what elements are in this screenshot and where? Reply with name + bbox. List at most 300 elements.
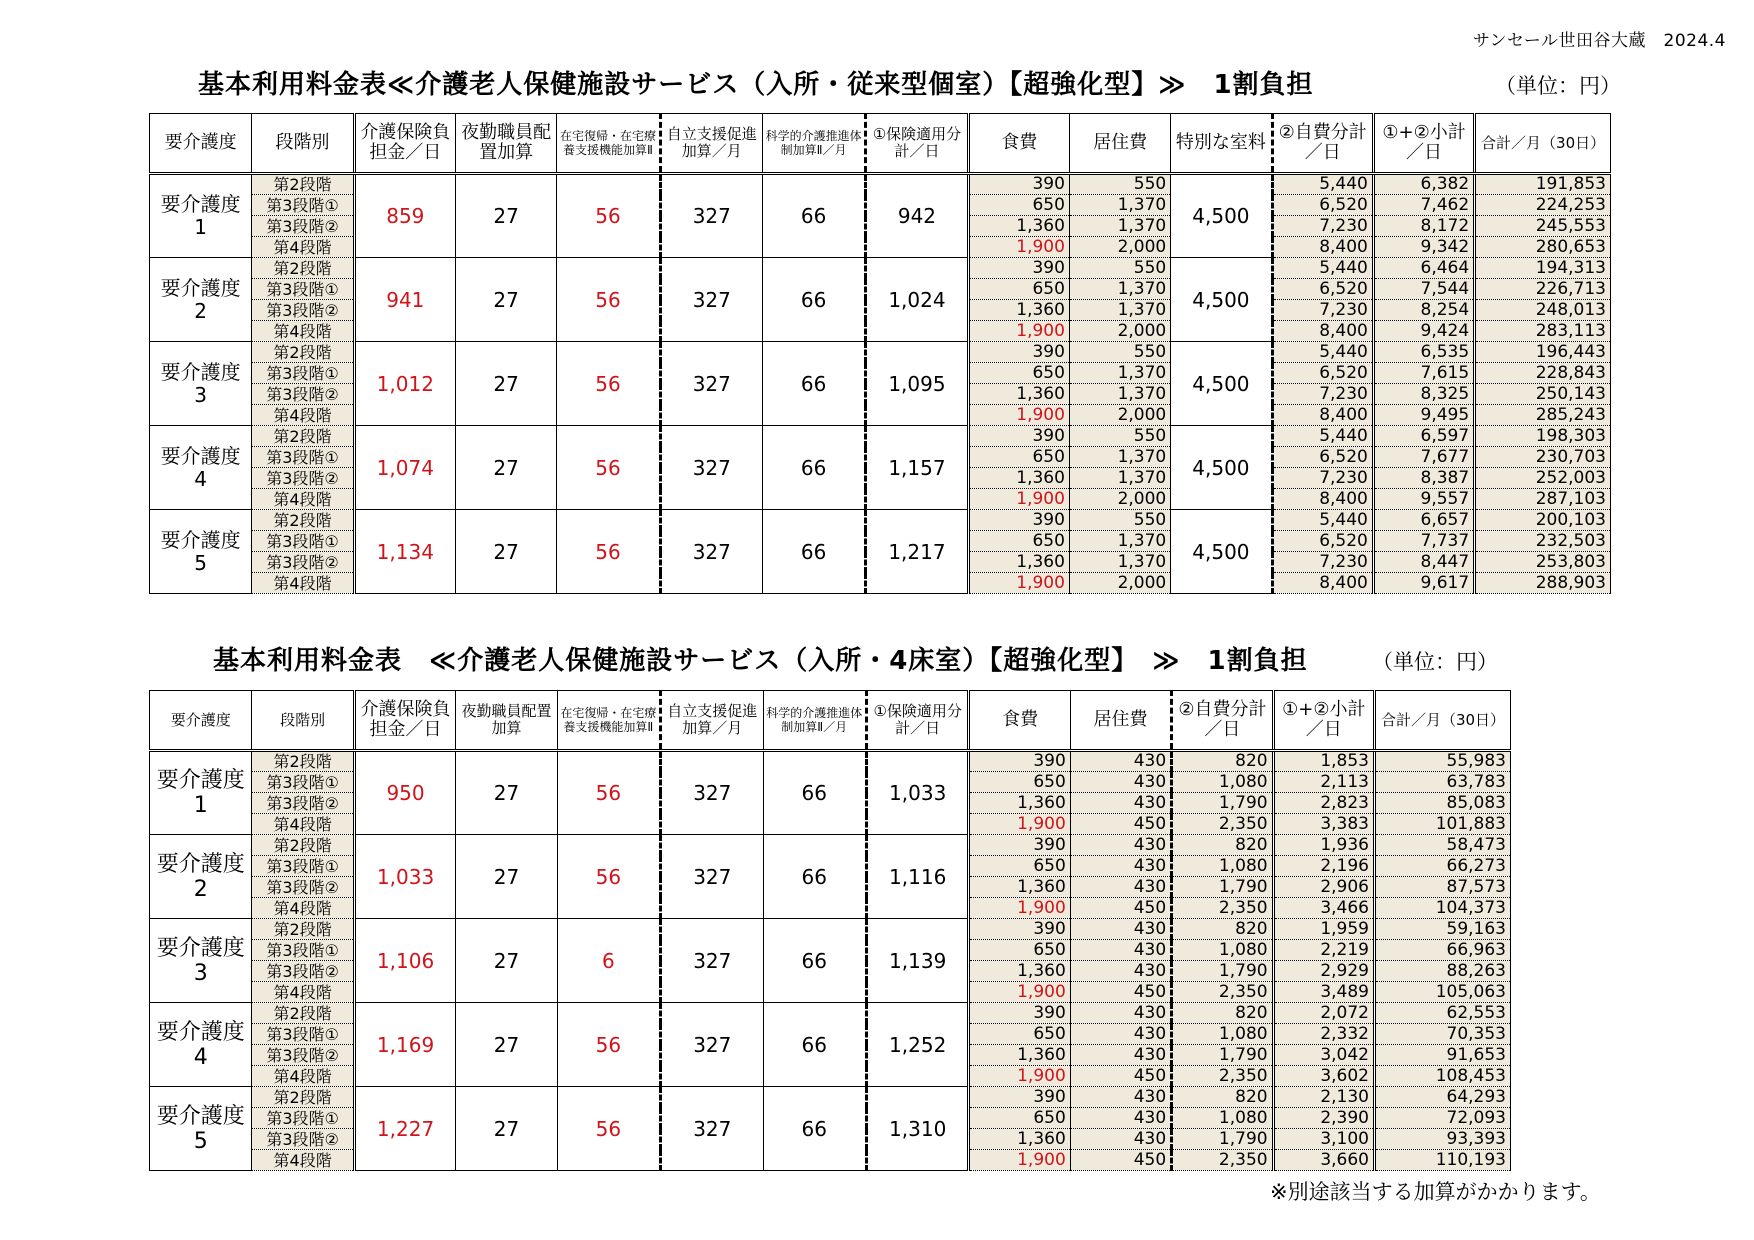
night-staff-addition: 27	[456, 1003, 557, 1087]
residence-cost: 550	[1069, 258, 1170, 279]
stage-label: 第4段階	[252, 573, 354, 594]
subtotal-daily: 3,489	[1273, 982, 1374, 1003]
header-meal: 食費	[968, 114, 1069, 174]
subtotal-daily: 9,617	[1373, 573, 1474, 594]
residence-cost: 430	[1070, 940, 1171, 961]
residence-cost: 430	[1070, 835, 1171, 856]
insurance-total: 1,310	[866, 1087, 968, 1171]
meal-cost: 650	[969, 940, 1070, 961]
care-level-number: 2	[193, 876, 208, 902]
self-pay-total: 5,440	[1272, 258, 1373, 279]
special-room-fee: 4,500	[1171, 258, 1272, 342]
monthly-total: 108,453	[1375, 1066, 1511, 1087]
residence-cost: 1,370	[1069, 531, 1170, 552]
meal-cost: 650	[969, 856, 1070, 877]
scientific-care-addition: 66	[763, 1087, 866, 1171]
insurance-total: 1,095	[866, 342, 968, 426]
independence-addition: 327	[661, 919, 763, 1003]
residence-cost: 1,370	[1069, 468, 1170, 489]
table2-title: 基本利用料金表 ≪介護老人保健施設サービス（入所・4床室）【超強化型】 ≫ 1割負担	[213, 646, 1308, 676]
header-independence: 自立支援促進加算／月	[660, 114, 762, 174]
header-residence: 居住費	[1070, 691, 1171, 751]
header-meal: 食費	[969, 691, 1070, 751]
independence-addition: 327	[660, 258, 762, 342]
monthly-total: 110,193	[1375, 1150, 1511, 1171]
header-stage: 段階別	[252, 114, 354, 174]
insurance-daily: 941	[354, 258, 455, 342]
subtotal-daily: 8,254	[1373, 300, 1474, 321]
night-staff-addition: 27	[455, 342, 556, 426]
care-level-label: 要介護度	[156, 768, 245, 793]
residence-cost: 430	[1070, 1108, 1171, 1129]
meal-cost: 390	[969, 751, 1070, 772]
header-insurance-total: ①保険適用分計／日	[866, 691, 968, 751]
self-pay-total: 820	[1172, 919, 1273, 940]
insurance-daily: 859	[354, 174, 455, 258]
self-pay-total: 6,520	[1272, 279, 1373, 300]
meal-cost: 1,360	[969, 961, 1070, 982]
stage-label: 第3段階②	[252, 384, 354, 405]
subtotal-daily: 6,382	[1373, 174, 1474, 195]
monthly-total: 191,853	[1475, 174, 1611, 195]
self-pay-total: 820	[1172, 751, 1273, 772]
residence-cost: 2,000	[1069, 405, 1170, 426]
meal-cost: 390	[969, 1087, 1070, 1108]
table-row	[150, 174, 1611, 195]
stage-label: 第3段階②	[252, 877, 354, 898]
stage-label: 第2段階	[252, 835, 354, 856]
residence-cost: 550	[1069, 426, 1170, 447]
residence-cost: 1,370	[1069, 300, 1170, 321]
meal-cost: 1,900	[969, 898, 1070, 919]
independence-addition: 327	[660, 342, 762, 426]
care-level	[150, 426, 252, 510]
meal-cost: 1,900	[968, 489, 1069, 510]
header-night-staff: 夜勤職員配置加算	[456, 691, 557, 751]
insurance-total: 1,116	[866, 835, 968, 919]
monthly-total: 248,013	[1475, 300, 1611, 321]
stage-label: 第3段階②	[252, 552, 354, 573]
meal-cost: 390	[968, 426, 1069, 447]
monthly-total: 63,783	[1375, 772, 1511, 793]
self-pay-total: 8,400	[1272, 405, 1373, 426]
residence-cost: 430	[1070, 1045, 1171, 1066]
subtotal-daily: 9,495	[1373, 405, 1474, 426]
care-level-number: 3	[194, 382, 208, 407]
monthly-total: 59,163	[1375, 919, 1511, 940]
insurance-total: 1,217	[866, 510, 968, 594]
self-pay-total: 1,790	[1172, 793, 1273, 814]
night-staff-addition: 27	[455, 258, 556, 342]
subtotal-daily: 3,466	[1273, 898, 1374, 919]
monthly-total: 72,093	[1375, 1108, 1511, 1129]
night-staff-addition: 27	[455, 426, 556, 510]
stage-label: 第3段階②	[252, 468, 354, 489]
header-insurance-total: ①保険適用分計／日	[866, 114, 968, 174]
monthly-total: 252,003	[1475, 468, 1611, 489]
special-room-fee: 4,500	[1171, 510, 1272, 594]
residence-cost: 450	[1070, 1066, 1171, 1087]
residence-cost: 450	[1070, 814, 1171, 835]
self-pay-total: 8,400	[1272, 573, 1373, 594]
subtotal-daily: 3,602	[1273, 1066, 1374, 1087]
self-pay-total: 2,350	[1172, 814, 1273, 835]
subtotal-daily: 8,387	[1373, 468, 1474, 489]
subtotal-daily: 2,130	[1273, 1087, 1374, 1108]
stage-label: 第2段階	[252, 258, 354, 279]
care-level	[150, 1087, 252, 1171]
home-return-addition: 6	[557, 919, 660, 1003]
stage-label: 第3段階①	[252, 363, 354, 384]
self-pay-total: 1,080	[1172, 1024, 1273, 1045]
meal-cost: 1,900	[969, 982, 1070, 1003]
care-level	[150, 510, 252, 594]
residence-cost: 1,370	[1069, 552, 1170, 573]
special-room-fee: 4,500	[1171, 426, 1272, 510]
home-return-addition: 56	[557, 1087, 660, 1171]
subtotal-daily: 7,462	[1373, 195, 1474, 216]
subtotal-daily: 2,072	[1273, 1003, 1374, 1024]
night-staff-addition: 27	[455, 174, 556, 258]
header-insurance: 介護保険負担金／日	[354, 691, 455, 751]
self-pay-total: 820	[1172, 1003, 1273, 1024]
monthly-total: 88,263	[1375, 961, 1511, 982]
stage-label: 第4段階	[252, 1150, 354, 1171]
stage-label: 第3段階②	[252, 793, 354, 814]
home-return-addition: 56	[557, 751, 660, 835]
monthly-total: 198,303	[1475, 426, 1611, 447]
scientific-care-addition: 66	[762, 510, 865, 594]
self-pay-total: 7,230	[1272, 384, 1373, 405]
stage-label: 第3段階②	[252, 1129, 354, 1150]
self-pay-total: 1,080	[1172, 1108, 1273, 1129]
scientific-care-addition: 66	[763, 835, 866, 919]
self-pay-total: 1,080	[1172, 772, 1273, 793]
stage-label: 第3段階①	[252, 1108, 354, 1129]
meal-cost: 390	[969, 835, 1070, 856]
monthly-total: 232,503	[1475, 531, 1611, 552]
monthly-total: 93,393	[1375, 1129, 1511, 1150]
monthly-total: 226,713	[1475, 279, 1611, 300]
meal-cost: 1,360	[968, 384, 1069, 405]
self-pay-total: 820	[1172, 1087, 1273, 1108]
meal-cost: 1,360	[969, 1045, 1070, 1066]
meal-cost: 390	[968, 258, 1069, 279]
meal-cost: 650	[968, 531, 1069, 552]
residence-cost: 430	[1070, 856, 1171, 877]
meal-cost: 650	[968, 195, 1069, 216]
meal-cost: 1,360	[969, 1129, 1070, 1150]
residence-cost: 550	[1069, 342, 1170, 363]
insurance-daily: 950	[354, 751, 455, 835]
subtotal-daily: 8,447	[1373, 552, 1474, 573]
fee-table-private-room	[149, 113, 1611, 594]
meal-cost: 1,360	[969, 877, 1070, 898]
subtotal-daily: 8,325	[1373, 384, 1474, 405]
monthly-total: 85,083	[1375, 793, 1511, 814]
header-subtotal: ①+②小計／日	[1373, 114, 1474, 174]
stage-label: 第3段階②	[252, 216, 354, 237]
residence-cost: 550	[1069, 174, 1170, 195]
self-pay-total: 1,790	[1172, 1045, 1273, 1066]
care-level	[150, 835, 252, 919]
stage-label: 第2段階	[252, 919, 354, 940]
monthly-total: 228,843	[1475, 363, 1611, 384]
self-pay-total: 8,400	[1272, 237, 1373, 258]
subtotal-daily: 8,172	[1373, 216, 1474, 237]
subtotal-daily: 6,597	[1373, 426, 1474, 447]
independence-addition: 327	[661, 751, 763, 835]
stage-label: 第2段階	[252, 342, 354, 363]
scientific-care-addition: 66	[763, 1003, 866, 1087]
residence-cost: 1,370	[1069, 447, 1170, 468]
care-level	[150, 258, 252, 342]
meal-cost: 1,900	[968, 321, 1069, 342]
stage-label: 第4段階	[252, 982, 354, 1003]
care-level-number: 3	[193, 960, 208, 986]
insurance-total: 1,157	[866, 426, 968, 510]
meal-cost: 650	[968, 279, 1069, 300]
meal-cost: 650	[969, 1024, 1070, 1045]
self-pay-total: 6,520	[1272, 447, 1373, 468]
meal-cost: 1,360	[968, 468, 1069, 489]
meal-cost: 1,900	[968, 237, 1069, 258]
meal-cost: 1,360	[969, 793, 1070, 814]
monthly-total: 91,653	[1375, 1045, 1511, 1066]
care-level-label: 要介護度	[160, 192, 241, 216]
header-independence: 自立支援促進加算／月	[661, 691, 763, 751]
monthly-total: 245,553	[1475, 216, 1611, 237]
residence-cost: 2,000	[1069, 489, 1170, 510]
monthly-total: 70,353	[1375, 1024, 1511, 1045]
stage-label: 第3段階①	[252, 279, 354, 300]
residence-cost: 1,370	[1069, 195, 1170, 216]
residence-cost: 550	[1069, 510, 1170, 531]
monthly-total: 200,103	[1475, 510, 1611, 531]
header-scientific-care: 科学的介護推進体制加算Ⅱ／月	[762, 114, 865, 174]
independence-addition: 327	[661, 835, 763, 919]
subtotal-daily: 1,936	[1273, 835, 1374, 856]
header-stage: 段階別	[252, 691, 354, 751]
table-row	[150, 510, 1611, 531]
insurance-daily: 1,169	[354, 1003, 455, 1087]
stage-label: 第4段階	[252, 237, 354, 258]
subtotal-daily: 3,660	[1273, 1150, 1374, 1171]
subtotal-daily: 2,196	[1273, 856, 1374, 877]
meal-cost: 650	[969, 1108, 1070, 1129]
self-pay-total: 5,440	[1272, 426, 1373, 447]
stage-label: 第2段階	[252, 751, 354, 772]
footer-note: ※別途該当する加算がかかります。	[1270, 1180, 1601, 1204]
care-level-number: 1	[193, 793, 208, 818]
self-pay-total: 6,520	[1272, 531, 1373, 552]
subtotal-daily: 6,535	[1373, 342, 1474, 363]
insurance-daily: 1,134	[354, 510, 455, 594]
stage-label: 第3段階①	[252, 447, 354, 468]
fee-table-four-bed-room	[149, 690, 1511, 1171]
meal-cost: 390	[968, 342, 1069, 363]
header-self-pay: ②自費分計／日	[1172, 691, 1273, 751]
special-room-fee: 4,500	[1171, 174, 1272, 258]
facility-date: サンセール世田谷大蔵 2024.4	[1472, 31, 1726, 51]
self-pay-total: 1,080	[1172, 856, 1273, 877]
independence-addition: 327	[661, 1003, 763, 1087]
subtotal-daily: 7,615	[1373, 363, 1474, 384]
residence-cost: 2,000	[1069, 237, 1170, 258]
residence-cost: 1,370	[1069, 384, 1170, 405]
stage-label: 第4段階	[252, 489, 354, 510]
care-level-label: 要介護度	[160, 527, 241, 552]
stage-label: 第2段階	[252, 426, 354, 447]
special-room-fee: 4,500	[1171, 342, 1272, 426]
residence-cost: 2,000	[1069, 573, 1170, 594]
stage-label: 第4段階	[252, 898, 354, 919]
home-return-addition: 56	[557, 1003, 660, 1087]
self-pay-total: 7,230	[1272, 552, 1373, 573]
stage-label: 第2段階	[252, 1087, 354, 1108]
independence-addition: 327	[660, 510, 762, 594]
subtotal-daily: 1,853	[1273, 751, 1374, 772]
monthly-total: 224,253	[1475, 195, 1611, 216]
home-return-addition: 56	[557, 174, 660, 258]
insurance-total: 1,252	[866, 1003, 968, 1087]
stage-label: 第3段階①	[252, 940, 354, 961]
self-pay-total: 6,520	[1272, 195, 1373, 216]
home-return-addition: 56	[557, 835, 660, 919]
care-level	[150, 342, 252, 426]
meal-cost: 650	[969, 772, 1070, 793]
self-pay-total: 2,350	[1172, 1066, 1273, 1087]
night-staff-addition: 27	[456, 1087, 557, 1171]
header-subtotal: ①+②小計／日	[1273, 691, 1374, 751]
residence-cost: 430	[1070, 751, 1171, 772]
header-insurance: 介護保険負担金／日	[354, 114, 455, 174]
residence-cost: 450	[1070, 898, 1171, 919]
self-pay-total: 1,790	[1172, 1129, 1273, 1150]
meal-cost: 390	[968, 174, 1069, 195]
subtotal-daily: 7,737	[1373, 531, 1474, 552]
subtotal-daily: 2,332	[1273, 1024, 1374, 1045]
self-pay-total: 8,400	[1272, 321, 1373, 342]
scientific-care-addition: 66	[762, 174, 865, 258]
table-row	[150, 919, 1511, 940]
meal-cost: 390	[968, 510, 1069, 531]
subtotal-daily: 9,557	[1373, 489, 1474, 510]
self-pay-total: 7,230	[1272, 468, 1373, 489]
meal-cost: 1,900	[969, 1150, 1070, 1171]
monthly-total: 196,443	[1475, 342, 1611, 363]
table-row	[150, 835, 1511, 856]
monthly-total: 230,703	[1475, 447, 1611, 468]
table-row	[150, 751, 1511, 772]
independence-addition: 327	[661, 1087, 763, 1171]
meal-cost: 1,360	[968, 300, 1069, 321]
monthly-total: 280,653	[1475, 237, 1611, 258]
stage-label: 第3段階①	[252, 1024, 354, 1045]
subtotal-daily: 2,113	[1273, 772, 1374, 793]
self-pay-total: 7,230	[1272, 300, 1373, 321]
residence-cost: 430	[1070, 1087, 1171, 1108]
monthly-total: 253,803	[1475, 552, 1611, 573]
stage-label: 第4段階	[252, 1066, 354, 1087]
residence-cost: 1,370	[1069, 279, 1170, 300]
table-row	[150, 426, 1611, 447]
subtotal-daily: 3,383	[1273, 814, 1374, 835]
subtotal-daily: 9,342	[1373, 237, 1474, 258]
meal-cost: 1,900	[968, 405, 1069, 426]
subtotal-daily: 7,677	[1373, 447, 1474, 468]
insurance-daily: 1,106	[354, 919, 455, 1003]
insurance-daily: 1,227	[354, 1087, 455, 1171]
meal-cost: 1,900	[969, 1066, 1070, 1087]
care-level-number: 1	[194, 215, 208, 239]
night-staff-addition: 27	[456, 835, 557, 919]
care-level-label: 要介護度	[156, 1019, 245, 1045]
care-level	[150, 919, 252, 1003]
header-residence: 居住費	[1069, 114, 1170, 174]
stage-label: 第2段階	[252, 174, 354, 195]
self-pay-total: 8,400	[1272, 489, 1373, 510]
monthly-total: 104,373	[1375, 898, 1511, 919]
stage-label: 第3段階②	[252, 300, 354, 321]
subtotal-daily: 3,042	[1273, 1045, 1374, 1066]
care-level-number: 4	[193, 1044, 208, 1070]
care-level-number: 5	[194, 550, 208, 575]
self-pay-total: 5,440	[1272, 342, 1373, 363]
self-pay-total: 1,790	[1172, 877, 1273, 898]
self-pay-total: 7,230	[1272, 216, 1373, 237]
scientific-care-addition: 66	[762, 426, 865, 510]
subtotal-daily: 2,390	[1273, 1108, 1374, 1129]
stage-label: 第2段階	[252, 510, 354, 531]
independence-addition: 327	[660, 426, 762, 510]
care-level-label: 要介護度	[160, 359, 241, 384]
monthly-total: 105,063	[1375, 982, 1511, 1003]
table2-unit: （単位：円）	[1372, 650, 1498, 674]
subtotal-daily: 2,929	[1273, 961, 1374, 982]
care-level-number: 2	[194, 298, 208, 323]
stage-label: 第3段階①	[252, 531, 354, 552]
subtotal-daily: 6,657	[1373, 510, 1474, 531]
residence-cost: 430	[1070, 877, 1171, 898]
care-level-label: 要介護度	[156, 851, 245, 877]
home-return-addition: 56	[557, 258, 660, 342]
table-row	[150, 258, 1611, 279]
night-staff-addition: 27	[456, 919, 557, 1003]
monthly-total: 101,883	[1375, 814, 1511, 835]
insurance-total: 1,024	[866, 258, 968, 342]
header-care-level: 要介護度	[150, 114, 252, 174]
residence-cost: 1,370	[1069, 216, 1170, 237]
insurance-daily: 1,012	[354, 342, 455, 426]
care-level-number: 4	[194, 466, 208, 491]
monthly-total: 283,113	[1475, 321, 1611, 342]
care-level	[150, 751, 252, 835]
self-pay-total: 2,350	[1172, 982, 1273, 1003]
care-level-label: 要介護度	[160, 443, 241, 468]
insurance-total: 1,139	[866, 919, 968, 1003]
meal-cost: 390	[969, 1003, 1070, 1024]
monthly-total: 62,553	[1375, 1003, 1511, 1024]
care-level-label: 要介護度	[156, 935, 245, 961]
residence-cost: 2,000	[1069, 321, 1170, 342]
table1-unit: （単位：円）	[1495, 74, 1621, 98]
residence-cost: 430	[1070, 1003, 1171, 1024]
header-self-pay: ②自費分計／日	[1272, 114, 1373, 174]
scientific-care-addition: 66	[762, 342, 865, 426]
monthly-total: 66,273	[1375, 856, 1511, 877]
monthly-total: 287,103	[1475, 489, 1611, 510]
